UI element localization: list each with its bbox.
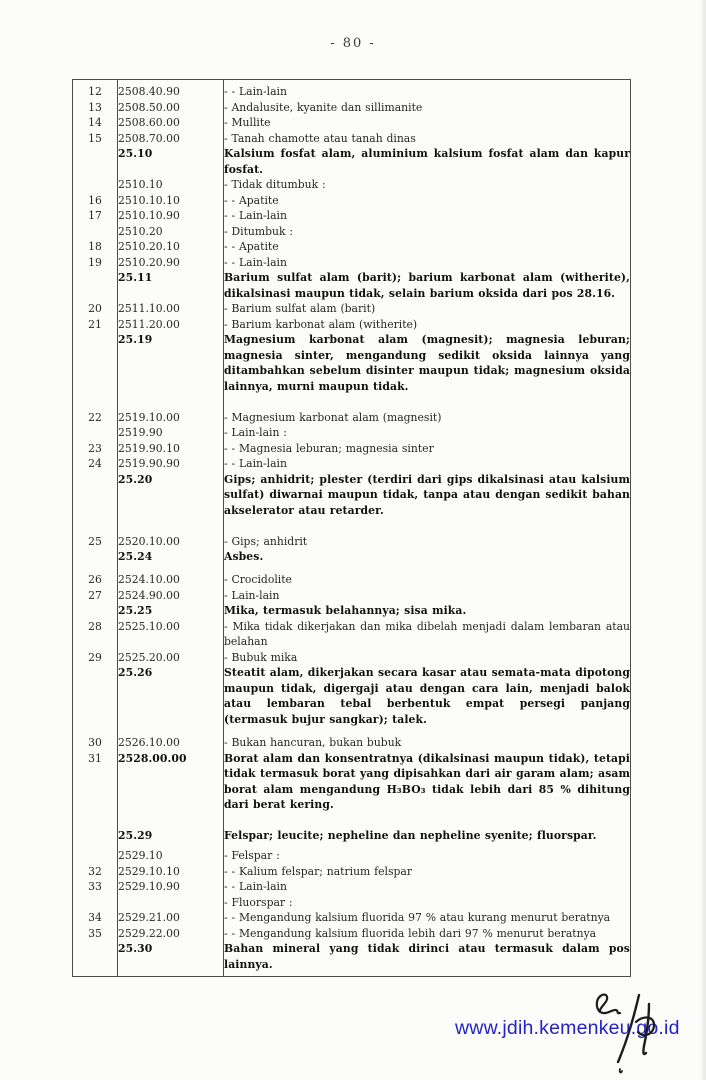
row-number-cell: 26: [88, 573, 102, 587]
description-cell: - - Mengandung kalsium fluorida 97 % atau kurang menurut beratnya: [224, 910, 631, 926]
hs-code-cell: 2529.10: [118, 848, 224, 864]
table-row: [73, 255, 631, 271]
row-number-cell: 24: [88, 457, 102, 470]
hs-code-cell: 2508.60.00: [118, 115, 224, 131]
row-number-cell: 18: [88, 240, 102, 253]
description-cell: - Fluorspar :: [224, 895, 631, 911]
row-number-cell: [73, 224, 118, 240]
spacer-cell: [73, 565, 118, 573]
row-number-cell: [73, 177, 118, 193]
scan-edge-shadow: [700, 0, 706, 1080]
row-number-cell: 21: [88, 317, 102, 331]
hs-code-cell: 2508.50.00: [118, 100, 224, 116]
table-row: [73, 131, 631, 147]
row-number-cell: [73, 270, 118, 301]
table-row: [73, 665, 631, 727]
row-number-cell: 30: [88, 736, 102, 749]
hs-code-cell: 2510.10.10: [118, 193, 224, 209]
hs-code-cell: 2524.90.00: [118, 588, 224, 604]
hs-code-cell: 2519.90.10: [118, 441, 224, 457]
row-number-cell: 32: [88, 864, 102, 878]
row-number-cell: 12: [88, 85, 102, 98]
description-cell: Mika, termasuk belahannya; sisa mika.: [224, 603, 631, 619]
jdih-watermark-url: www.jdih.kemenkeu.go.id: [455, 1017, 680, 1039]
description-cell: - - Lain-lain: [224, 80, 631, 100]
row-number-cell: 17: [88, 209, 102, 222]
hs-code-cell: 2510.20: [118, 224, 224, 240]
tariff-table: [72, 79, 631, 977]
spacer-row: [73, 394, 631, 410]
hs-code-cell: 2529.10.10: [118, 864, 224, 880]
description-cell: - Mika tidak dikerjakan dan mika dibelah menjadi dalam lembaran atau belahan: [224, 619, 630, 649]
hs-code-cell: 2508.40.90: [118, 80, 224, 100]
row-number-cell: [73, 425, 118, 441]
table-row: [73, 588, 631, 604]
spacer-cell: [118, 813, 224, 829]
spacer-cell: [73, 813, 118, 829]
description-cell: - Magnesium karbonat alam (magnesit): [224, 410, 631, 426]
description-cell: - - Kalium felspar; natrium felspar: [224, 864, 631, 880]
hs-code-cell: 25.30: [118, 941, 224, 977]
row-number-cell: 16: [88, 193, 102, 207]
hs-code-cell: 25.10: [118, 146, 224, 177]
tariff-table-body: [73, 80, 631, 977]
table-row: [73, 472, 631, 519]
row-number-cell: [73, 665, 118, 727]
spacer-cell: [224, 394, 631, 410]
row-number-cell: [73, 472, 118, 519]
table-row: [73, 735, 631, 751]
row-number-cell: [73, 146, 118, 177]
row-number-cell: 27: [88, 588, 102, 602]
table-row: [73, 193, 631, 209]
hs-code-cell: 2526.10.00: [118, 735, 224, 751]
description-cell: Asbes.: [224, 549, 631, 565]
spacer-row: [73, 518, 631, 534]
description-cell: - Andalusite, kyanite dan sillimanite: [224, 100, 631, 116]
description-cell: - Mullite: [224, 115, 631, 131]
description-cell: Magnesium karbonat alam (magnesit); magnesia leburan; magnesia sinter, mengandung sedikit oksida lainnya yang ditambahkan sebelum disinter maupun tidak; magnesium oksida lainnya, murni maupun tidak.: [224, 333, 630, 393]
hs-code-cell: 2528.00.00: [118, 751, 224, 813]
description-cell: - - Mengandung kalsium fluorida lebih dari 97 % menurut beratnya: [224, 926, 631, 942]
hs-code-cell: 2510.20.10: [118, 239, 224, 255]
table-row: [73, 146, 631, 177]
hs-code-cell: 2519.10.00: [118, 410, 224, 426]
hs-code-cell: 25.26: [118, 665, 224, 727]
spacer-cell: [73, 727, 118, 735]
description-cell: Steatit alam, dikerjakan secara kasar atau semata-mata dipotong maupun tidak, digergaji atau dengan cara lain, menjadi balok atau lembaran tebal berbentuk empat persegi panjang (termasuk bujur sangkar); talek.: [224, 666, 630, 726]
spacer-row: [73, 565, 631, 573]
hs-code-cell: 25.25: [118, 603, 224, 619]
table-row: [73, 208, 631, 224]
table-row: [73, 619, 631, 650]
table-row: [73, 864, 631, 880]
table-row: [73, 751, 631, 813]
hs-code-cell: 25.24: [118, 549, 224, 565]
spacer-cell: [224, 727, 631, 735]
description-cell: Kalsium fosfat alam, aluminium kalsium fosfat alam dan kapur fosfat.: [224, 147, 630, 176]
row-number-cell: [73, 603, 118, 619]
hs-code-cell: 25.11: [118, 270, 224, 301]
table-row: [73, 941, 631, 977]
row-number-cell: 31: [88, 751, 102, 765]
row-number-cell: [73, 895, 118, 911]
hs-code-cell: 25.19: [118, 332, 224, 394]
description-cell: - Barium sulfat alam (barit): [224, 301, 631, 317]
spacer-cell: [118, 565, 224, 573]
row-number-cell: 20: [88, 302, 102, 315]
table-row: [73, 549, 631, 565]
description-cell: Felspar; leucite; nepheline dan nepheline syenite; fluorspar.: [224, 828, 631, 844]
spacer-cell: [118, 394, 224, 410]
table-row: [73, 572, 631, 588]
description-cell: - Lain-lain: [224, 588, 631, 604]
description-cell: - Gips; anhidrit: [224, 534, 631, 550]
row-number-cell: 14: [88, 116, 102, 129]
table-row: [73, 848, 631, 864]
hs-code-cell: 2510.20.90: [118, 255, 224, 271]
description-cell: - - Magnesia leburan; magnesia sinter: [224, 441, 631, 457]
spacer-cell: [73, 518, 118, 534]
row-number-cell: 22: [88, 410, 102, 424]
spacer-row: [73, 813, 631, 829]
description-cell: - Bubuk mika: [224, 650, 631, 666]
description-cell: - - Lain-lain: [224, 456, 631, 472]
row-number-cell: 25: [88, 534, 102, 548]
table-row: [73, 534, 631, 550]
description-cell: - - Apatite: [224, 239, 631, 255]
row-number-cell: 19: [88, 255, 102, 269]
row-number-cell: [73, 332, 118, 394]
table-row: [73, 224, 631, 240]
spacer-cell: [118, 727, 224, 735]
hs-code-cell: 2525.20.00: [118, 650, 224, 666]
description-cell: - - Apatite: [224, 193, 631, 209]
row-number-cell: [73, 848, 118, 864]
description-cell: - Bukan hancuran, bukan bubuk: [224, 735, 631, 751]
hs-code-cell: 25.20: [118, 472, 224, 519]
row-number-cell: 23: [88, 441, 102, 455]
table-row: [73, 603, 631, 619]
table-row: [73, 410, 631, 426]
hs-code-cell: 2529.22.00: [118, 926, 224, 942]
table-row: [73, 239, 631, 255]
table-row: [73, 332, 631, 394]
spacer-row: [73, 727, 631, 735]
spacer-cell: [224, 813, 631, 829]
table-row: [73, 177, 631, 193]
row-number-cell: [73, 941, 118, 977]
spacer-cell: [73, 394, 118, 410]
spacer-cell: [118, 518, 224, 534]
hs-code-cell: 2510.10.90: [118, 208, 224, 224]
hs-code-cell: 2529.10.90: [118, 879, 224, 895]
row-number-cell: 13: [88, 100, 102, 114]
spacer-cell: [224, 518, 631, 534]
description-cell: - Lain-lain :: [224, 425, 631, 441]
description-cell: - Felspar :: [224, 848, 631, 864]
row-number-cell: [73, 828, 118, 844]
hs-code-cell: 2519.90: [118, 425, 224, 441]
table-row: [73, 115, 631, 131]
description-cell: Gips; anhidrit; plester (terdiri dari gips dikalsinasi atau kalsium sulfat) diwarnai maupun tidak, tanpa atau dengan sedikit bahan akselerator atau retarder.: [224, 472, 630, 517]
row-number-cell: 28: [88, 619, 102, 633]
row-number-cell: [73, 549, 118, 565]
table-row: [73, 80, 631, 100]
table-row: [73, 100, 631, 116]
description-cell: - Barium karbonat alam (witherite): [224, 317, 631, 333]
hs-code-cell: 2511.20.00: [118, 317, 224, 333]
table-row: [73, 270, 631, 301]
hs-code-cell: 2524.10.00: [118, 572, 224, 588]
table-row: [73, 425, 631, 441]
row-number-cell: 35: [88, 926, 102, 940]
hs-code-cell: 2525.10.00: [118, 619, 224, 650]
hs-code-cell: 2511.10.00: [118, 301, 224, 317]
table-row: [73, 879, 631, 895]
row-number-cell: 15: [88, 131, 102, 145]
description-cell: Borat alam dan konsentratnya (dikalsinasi maupun tidak), tetapi tidak termasuk borat yang dipisahkan dari air garam alam; asam borat alam mengandung H₃BO₃ tidak lebih dari 85 % dihitung dari berat kering.: [224, 751, 630, 811]
table-row: [73, 910, 631, 926]
spacer-cell: [224, 565, 631, 573]
table-row: [73, 828, 631, 844]
description-cell: - Ditumbuk :: [224, 224, 631, 240]
hs-code-cell: 2510.10: [118, 177, 224, 193]
table-row: [73, 456, 631, 472]
hs-code-cell: [118, 895, 224, 911]
hs-code-cell: 2529.21.00: [118, 910, 224, 926]
row-number-cell: 29: [88, 650, 102, 664]
description-cell: - - Lain-lain: [224, 879, 631, 895]
row-number-cell: 33: [88, 880, 102, 894]
table-row: [73, 317, 631, 333]
description-cell: - - Lain-lain: [224, 255, 631, 271]
row-number-cell: 34: [88, 911, 102, 925]
description-cell: Bahan mineral yang tidak dirinci atau termasuk dalam pos lainnya.: [224, 941, 631, 977]
description-cell: - Tidak ditumbuk :: [224, 177, 631, 193]
hs-code-cell: 2519.90.90: [118, 456, 224, 472]
description-cell: - - Lain-lain: [224, 208, 631, 224]
page-number: - 80 -: [330, 36, 376, 51]
description-cell: - Tanah chamotte atau tanah dinas: [224, 131, 631, 147]
table-row: [73, 301, 631, 317]
hs-code-cell: 2520.10.00: [118, 534, 224, 550]
table-row: [73, 926, 631, 942]
hs-code-cell: 2508.70.00: [118, 131, 224, 147]
table-row: [73, 895, 631, 911]
description-cell: - Crocidolite: [224, 572, 631, 588]
description-cell: Barium sulfat alam (barit); barium karbonat alam (witherite), dikalsinasi maupun tidak, selain barium oksida dari pos 28.16.: [224, 271, 630, 300]
table-row: [73, 441, 631, 457]
hs-code-cell: 25.29: [118, 828, 224, 844]
table-row: [73, 650, 631, 666]
